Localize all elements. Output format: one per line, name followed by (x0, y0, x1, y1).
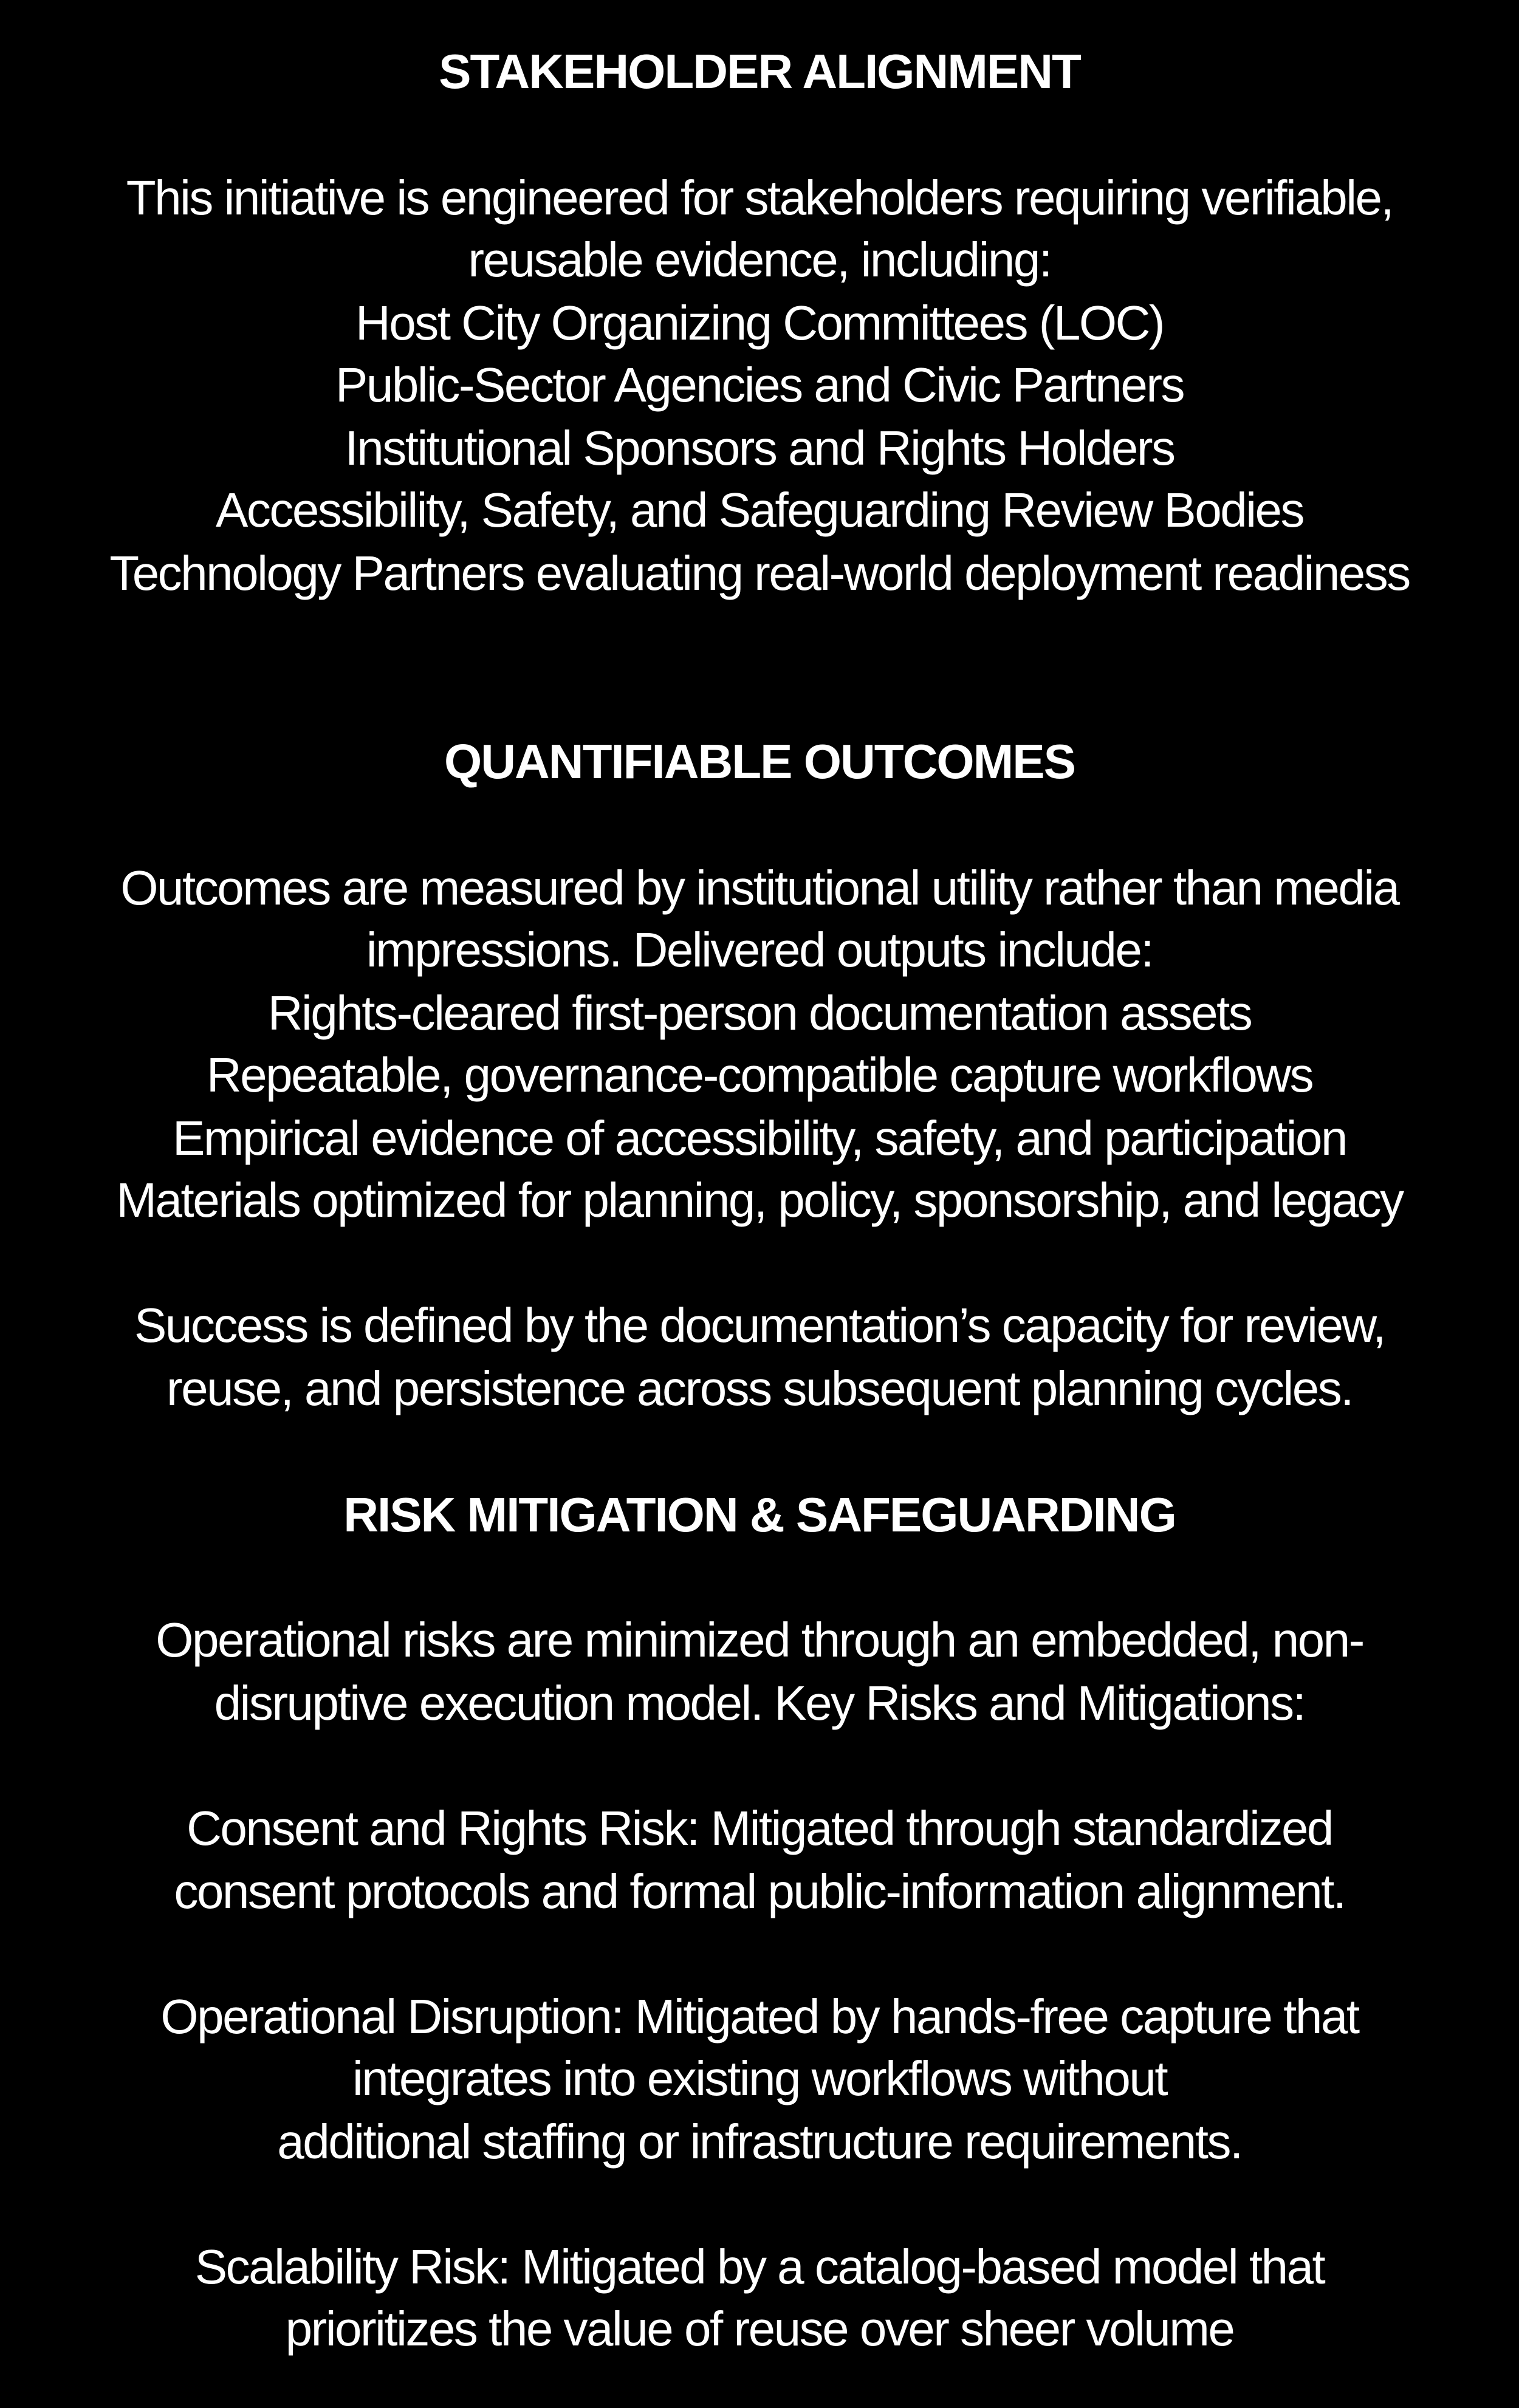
scalability-risk-line: prioritizes the value of reuse over sheer volume (285, 2302, 1234, 2356)
outcomes-intro-line: Outcomes are measured by institutional utility rather than media (120, 861, 1399, 915)
quantifiable-outcomes-heading: QUANTIFIABLE OUTCOMES (444, 734, 1075, 788)
consent-risk-line: consent protocols and formal public-information alignment. (174, 1864, 1345, 1918)
outcomes-list-item: Empirical evidence of accessibility, safety, and participation (173, 1111, 1346, 1165)
operational-disruption-line: integrates into existing workflows without (352, 2051, 1167, 2105)
stakeholder-list-item: Technology Partners evaluating real-world deployment readiness (109, 546, 1410, 600)
consent-risk-line: Consent and Rights Risk: Mitigated through standardized (187, 1801, 1332, 1855)
risk-intro-line: disruptive execution model. Key Risks and Mitigations: (214, 1676, 1305, 1730)
risk-intro-line: Operational risks are minimized through an embedded, non- (156, 1613, 1363, 1667)
outcomes-list-item: Materials optimized for planning, policy, sponsorship, and legacy (116, 1173, 1403, 1227)
outcomes-success-line: reuse, and persistence across subsequent planning cycles. (166, 1361, 1353, 1415)
operational-disruption-line: additional staffing or infrastructure requirements. (277, 2115, 1242, 2169)
outcomes-success-line: Success is defined by the documentation’s capacity for review, (134, 1298, 1385, 1352)
stakeholder-list-item: Public-Sector Agencies and Civic Partners (335, 358, 1184, 412)
stakeholder-alignment-heading: STAKEHOLDER ALIGNMENT (439, 44, 1080, 98)
scalability-risk-line: Scalability Risk: Mitigated by a catalog-based model that (194, 2240, 1325, 2294)
stakeholder-list-item: Accessibility, Safety, and Safeguarding Review Bodies (216, 483, 1303, 537)
stakeholder-intro-line: reusable evidence, including: (468, 233, 1051, 287)
stakeholder-intro-line: This initiative is engineered for stakeholders requiring verifiable, (126, 171, 1393, 225)
outcomes-list-item: Repeatable, governance-compatible capture workflows (206, 1048, 1313, 1102)
outcomes-intro-line: impressions. Delivered outputs include: (366, 923, 1153, 977)
stakeholder-list-item: Institutional Sponsors and Rights Holders (345, 421, 1174, 475)
risk-mitigation-heading: RISK MITIGATION & SAFEGUARDING (343, 1488, 1176, 1542)
operational-disruption-line: Operational Disruption: Mitigated by hands-free capture that (160, 1989, 1359, 2044)
stakeholder-list-item: Host City Organizing Committees (LOC) (355, 296, 1164, 350)
outcomes-list-item: Rights-cleared first-person documentation assets (267, 986, 1252, 1040)
